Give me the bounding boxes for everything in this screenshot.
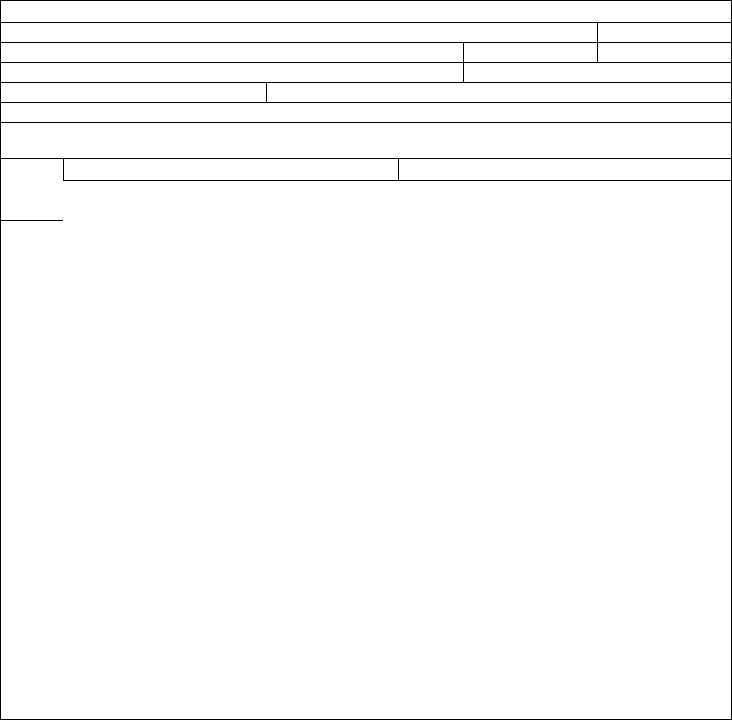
summary-row — [1, 23, 731, 43]
page-title — [1, 1, 731, 22]
observations-count — [266, 83, 463, 102]
description-row — [1, 123, 731, 159]
aerodrome-name — [1, 43, 463, 62]
aerodrome-row — [1, 43, 731, 63]
time-header — [1, 159, 63, 221]
period-of-record — [463, 63, 731, 82]
runway-label — [463, 43, 597, 62]
location-info — [1, 103, 731, 122]
observations-row — [1, 83, 731, 103]
title-row — [1, 1, 731, 23]
summary-title — [1, 23, 597, 42]
location-row — [1, 103, 731, 123]
empty-cell — [597, 43, 731, 62]
period-row — [1, 63, 731, 83]
rvr-header — [63, 159, 398, 180]
model-label — [597, 23, 731, 42]
period-type — [1, 63, 463, 82]
group-header-row — [1, 159, 731, 181]
observations-label — [1, 83, 266, 102]
vis-header — [398, 159, 731, 180]
